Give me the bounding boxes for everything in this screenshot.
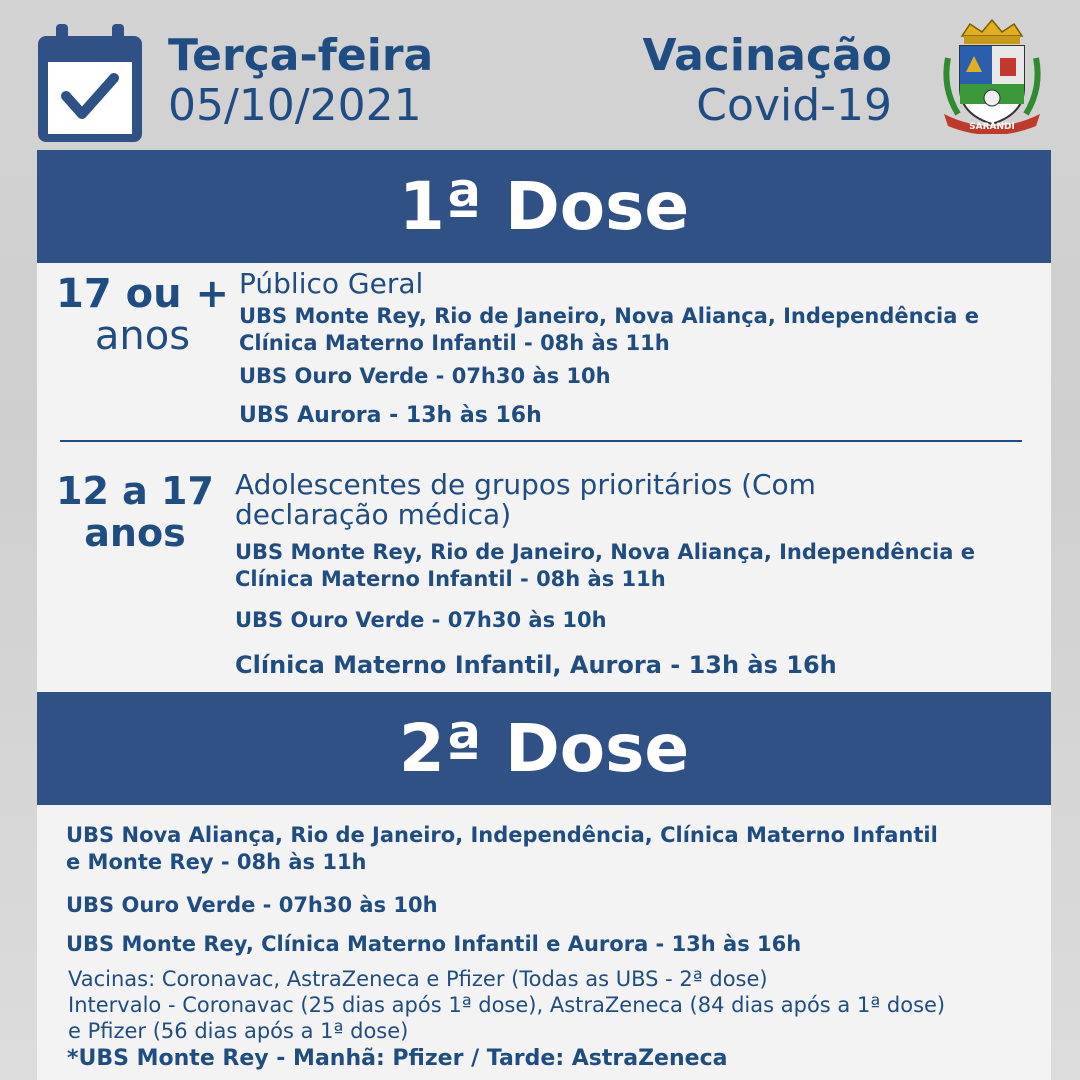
- age-group-17-plus: [55, 270, 230, 359]
- age-label-main: 17 ou +: [56, 271, 229, 317]
- vaccines-note: Vacinas: Coronavac, AstraZeneca e Pfizer (Todas as UBS - 2ª dose): [68, 967, 768, 991]
- dose2-heading: 2ª Dose: [37, 692, 1051, 805]
- interval-note: Intervalo - Coronavac (25 dias após 1ª dose), AstraZeneca (84 dias após a 1ª dose): [68, 993, 946, 1017]
- age-label-unit: anos: [94, 313, 191, 359]
- section-divider: [60, 440, 1022, 442]
- location-line: UBS Ouro Verde - 07h30 às 10h: [235, 608, 607, 632]
- location-line: Clínica Materno Infantil - 08h às 11h: [239, 331, 670, 355]
- crest-label: SARANDI: [969, 122, 1015, 132]
- age-group-12-17: [50, 470, 220, 554]
- campaign-subtitle: Covid-19: [696, 80, 892, 131]
- location-line: UBS Ouro Verde - 07h30 às 10h: [239, 364, 611, 388]
- audience-general: Público Geral: [239, 267, 424, 300]
- audience-priority-line2: declaração médica): [235, 498, 512, 531]
- header: [0, 0, 1080, 150]
- location-line: UBS Aurora - 13h às 16h: [239, 403, 542, 428]
- location-line: UBS Nova Aliança, Rio de Janeiro, Independência, Clínica Materno Infantil: [66, 823, 938, 847]
- day-name: Terça-feira: [168, 30, 434, 81]
- dose1-heading: 1ª Dose: [37, 150, 1051, 263]
- location-line: UBS Ouro Verde - 07h30 às 10h: [66, 893, 438, 917]
- interval-note-cont: e Pfizer (56 dias após a 1ª dose): [68, 1019, 409, 1043]
- location-line: e Monte Rey - 08h às 11h: [66, 850, 367, 874]
- calendar-check-icon: [36, 22, 144, 144]
- location-line: UBS Monte Rey, Rio de Janeiro, Nova Aliança, Independência e: [239, 304, 979, 328]
- location-line: Clínica Materno Infantil - 08h às 11h: [235, 567, 666, 591]
- age-label-unit: anos: [84, 511, 186, 555]
- footnote: *UBS Monte Rey - Manhã: Pfizer / Tarde: AstraZeneca: [67, 1046, 728, 1071]
- municipal-crest-icon: [938, 18, 1046, 134]
- campaign-title: Vacinação: [642, 30, 892, 81]
- location-line: UBS Monte Rey, Rio de Janeiro, Nova Aliança, Independência e: [235, 540, 975, 564]
- age-label-main: 12 a 17: [56, 469, 214, 513]
- audience-priority-line1: Adolescentes de grupos prioritários (Com: [235, 468, 816, 501]
- location-line: Clínica Materno Infantil, Aurora - 13h às 16h: [235, 651, 837, 679]
- date: 05/10/2021: [168, 80, 422, 131]
- location-line: UBS Monte Rey, Clínica Materno Infantil e Aurora - 13h às 16h: [66, 932, 802, 956]
